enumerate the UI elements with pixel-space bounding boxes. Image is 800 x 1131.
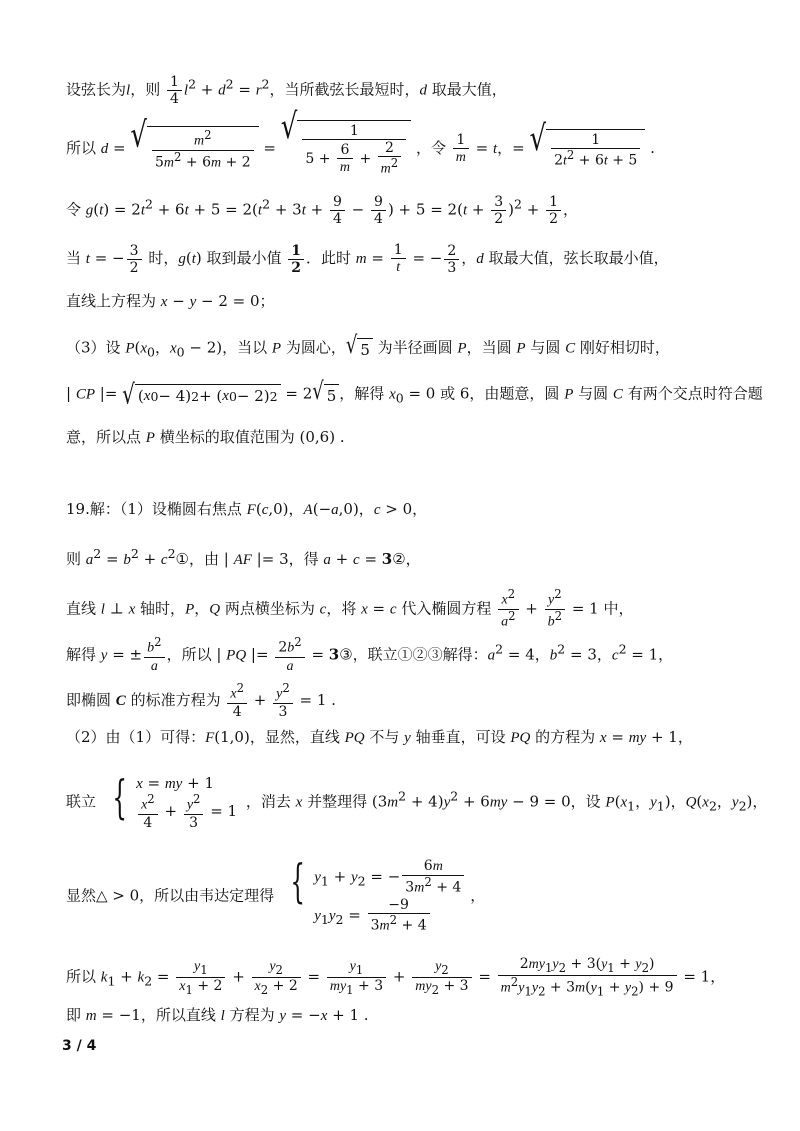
text-line-11: 直线 l ⊥ x 轴时，P，Q 两点横坐标为 c，将 x = c 代入椭圆方程 $\frac{x^2}{a^2}$ + $\frac{y^2}{b^2}$ = 1 中， <box>66 587 634 630</box>
text-line-10: 则 $a^2 = b^2$ + $c^2①$，由 | AF |= 3，得 a + c = 3②， <box>66 546 421 568</box>
text-line-16: 显然△ > 0，所以由韦达定理得 { $y_1 + y_2$ = − $\frac{6m}{3m^2 + 4}$ $y_1y_2$ = $\frac{-9}{3m^2 + 4}$ ， <box>66 854 486 934</box>
page-number: 3 / 4 <box>62 1038 97 1054</box>
text-line-13: 即椭圆 C 的标准方程为 $\frac{x^2}{4}$ + $\frac{y^2}{3}$ = 1 . <box>66 681 336 720</box>
text-line-6: （3）设 $P(x_0$，$x_0 - 2$)，当以 P 为圆心， √ 5 为半径画圆 P，当圆 P 与圆 C 刚好相切时， <box>66 331 670 360</box>
text-line-15: 联立 { x = my + 1 $\frac{x^2}{4}$ + $\frac{y^2}{3}$ = 1 ，消去 x 并整理得 $(3m^2 + 4)y^2 + 6my - 9 = 0$，设 $P(x_1$，$y_1$)，$Q(x_2$，$y_2$)， <box>66 770 768 831</box>
text-line-7: | CP |= √ ( x 0 − 4) 2 + ( x 0 − 2) 2 = 2 √ 5 ，解得 $x_0 = 0$ 或 6，由题意，圆 P 与圆 C 有两个交点时符合题 <box>66 377 763 411</box>
text-line-2: 所以 d = √ $\frac{m^2}{5m^2 + 6m + 2}$ = √ 1 5 + $\frac{6}{m}$ + $\frac{2}{m^2}$ ，令 $\frac{1}{m}$ = t，= √ $\frac{1}{2t^2 + 6t + 5}$ . <box>66 107 655 177</box>
text-line-1: 设弦长为l，则 $\frac{1}{4}$ $l^2 + d^2 = r^2$，当所截弦长最短时，d 取最大值， <box>66 74 507 108</box>
sqrt-expression: √ 1 5 + $\frac{6}{m}$ + $\frac{2}{m^2}$ <box>281 120 411 178</box>
sqrt-expression: √ $\frac{m^2}{5m^2 + 6m + 2}$ <box>130 126 258 172</box>
text-line-8: 意，所以点 P 横坐标的取值范围为 (0,6) . <box>66 428 345 446</box>
equation-system: { x = my + 1 $\frac{x^2}{4}$ + $\frac{y^2}{3}$ = 1 <box>112 770 238 831</box>
equation-system: { $y_1 + y_2$ = − $\frac{6m}{3m^2 + 4}$ $y_1y_2$ = $\frac{-9}{3m^2 + 4}$ <box>283 858 466 935</box>
text-line-4: 当 t = − $\frac{3}{2}$ 时，g(t) 取到最小值 $\frac{1}{2}$ ．此时 m = $\frac{1}{t}$ = − $\frac{2}{3}$ ，d 取最大值，弦长取最小值， <box>66 242 669 276</box>
sqrt-expression: √ $\frac{1}{2t^2 + 6t + 5}$ <box>530 129 646 170</box>
text-line-17: 所以 $k_1 + k_2$ = $\frac{y_1}{x_1 + 2}$ + $\frac{y_2}{x_2 + 2}$ = $\frac{y_1}{my_1 + 3}$ + $\frac{y_2}{my_2 + 3}$ = $\frac{2my_1y_2 + 3(y_1 + y_2)}{m^2y_1y_2 + 3m(y_1 + y_2) + 9}$ = 1， <box>66 956 726 999</box>
text-line-18: 即 m = −1，所以直线 l 方程为 y = −x + 1 . <box>66 1006 369 1024</box>
text-line-14: （2）由（1）可得：F(1,0)，显然，直线 PQ 不与 y 轴垂直，可设 PQ 的方程为 x = my + 1， <box>66 728 693 746</box>
text-line-5: 直线上方程为 x − y − 2 = 0； <box>66 292 275 310</box>
text-line-9: 19.解：（1）设椭圆右焦点 F(c,0)，A(−a,0)，c > 0， <box>66 500 428 518</box>
text-line-3: 令 $g(t) = 2t^2 + 6t + 5 = 2(t^2 + 3t$ + $\frac{9}{4}$ − $\frac{9}{4}$ ) + 5 = 2(t + $\frac{3}{2}$ )$^2$ + $\frac{1}{2}$ ， <box>66 194 578 228</box>
text-line-12: 解得 y = ± $\frac{b^2}{a}$ ，所以 | PQ |= $\frac{2b^2}{a}$ = 3③，联立①②③解得：$a^2 = 4$，$b^2 = 3$，$c^2 = 1$， <box>66 635 674 674</box>
fraction: $\frac{1}{4}$ <box>167 74 182 107</box>
